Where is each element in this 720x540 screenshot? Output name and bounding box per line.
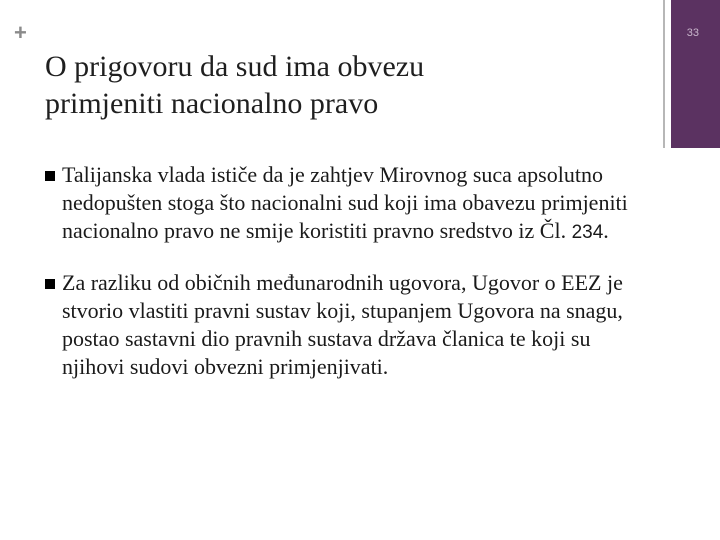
title-line-1: O prigovoru da sud ima obvezu: [45, 50, 425, 83]
plus-decoration: +: [14, 20, 27, 45]
bullet-item-italian-government: [45, 161, 645, 247]
article-number: 234: [571, 222, 604, 243]
slide-title: [45, 48, 645, 122]
bullet-item-eec-treaty: [45, 269, 645, 381]
title-line-2: primjeniti nacionalno pravo: [45, 87, 379, 120]
side-accent-band: [671, 0, 720, 148]
slide-number: 33: [686, 27, 699, 39]
square-bullet-icon: [45, 279, 55, 289]
side-divider-line: [663, 0, 665, 148]
bullet-text: Talijanska vlada ističe da je zahtjev Mirovnog suca apsolutno nedopušten stoga što nacionalni sud koji ima obavezu primjeniti nacionalno pravo ne smije koristiti pravno sredstvo iz Čl.: [62, 162, 628, 243]
bullet-list: [45, 161, 645, 403]
bullet-text-end: .: [603, 218, 609, 243]
square-bullet-icon: [45, 171, 55, 181]
bullet-text: Za razliku od običnih međunarodnih ugovora, Ugovor o EEZ je stvorio vlastiti pravni sustav koji, stupanjem Ugovora na snagu, postao sastavni dio pravnih sustava država članica te koji su njihovi sudovi obvezni primjenjivati.: [62, 270, 623, 379]
